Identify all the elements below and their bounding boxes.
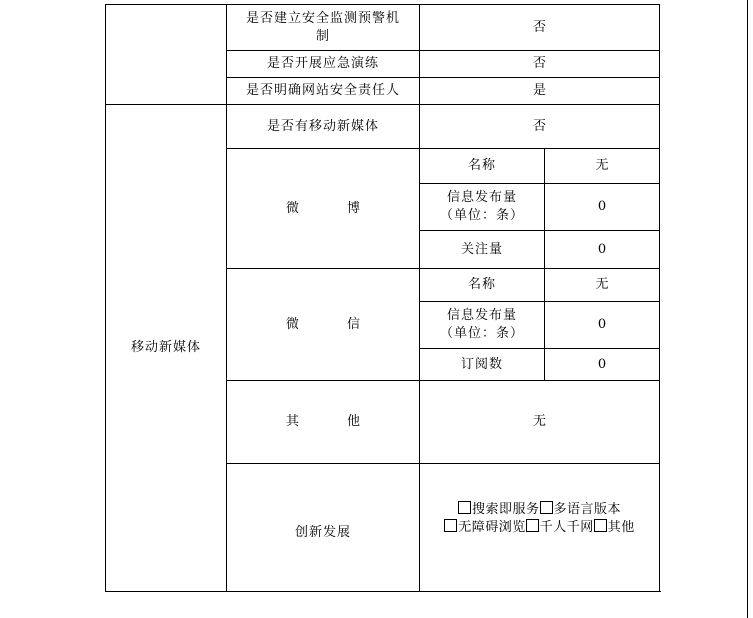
wechat-posts-label <box>420 302 545 349</box>
row-has-new-media <box>106 105 660 149</box>
option-other[interactable] <box>594 520 635 535</box>
weibo-posts-label-line2: （单位：条） <box>439 208 524 223</box>
option-search-as-service[interactable] <box>458 502 540 517</box>
weibo-posts-value: 0 <box>545 184 660 231</box>
option-label: 其他 <box>607 519 635 535</box>
weibo-name-value: 无 <box>545 149 660 184</box>
checkbox-icon[interactable] <box>458 501 471 514</box>
weibo-follow-value: 0 <box>545 231 660 269</box>
monitor-label: 是否建立安全监测预警机制 <box>227 5 420 51</box>
weibo-follow-label: 关注量 <box>420 231 545 269</box>
drill-value: 否 <box>420 51 660 78</box>
wechat-posts-value: 0 <box>545 302 660 349</box>
row-monitor-warning <box>106 5 660 51</box>
responsible-value: 是 <box>420 78 660 105</box>
wechat-name-value: 无 <box>545 269 660 302</box>
checkbox-icon[interactable] <box>444 519 457 532</box>
wechat-posts-label-line1: 信息发布量 <box>446 308 517 323</box>
checkbox-icon[interactable] <box>540 501 553 514</box>
security-group-cell <box>106 5 227 105</box>
wechat-subs-label: 订阅数 <box>420 349 545 381</box>
option-multilingual[interactable] <box>540 502 622 517</box>
wechat-posts-label-line2: （单位：条） <box>439 326 524 341</box>
option-label: 无障碍浏览 <box>458 519 526 535</box>
weibo-posts-label <box>420 184 545 231</box>
weibo-label: 微 博 <box>227 149 420 269</box>
option-label: 多语言版本 <box>553 501 622 517</box>
checkbox-icon[interactable] <box>526 519 539 532</box>
responsible-label: 是否明确网站安全责任人 <box>227 78 420 105</box>
wechat-subs-value: 0 <box>545 349 660 381</box>
wechat-name-label: 名称 <box>420 269 545 302</box>
weibo-name-label: 名称 <box>420 149 545 184</box>
has-media-label: 是否有移动新媒体 <box>227 105 420 149</box>
option-label: 搜索即服务 <box>471 501 540 517</box>
checkbox-icon[interactable] <box>594 519 607 532</box>
drill-label: 是否开展应急演练 <box>227 51 420 78</box>
option-personalized[interactable] <box>526 520 594 535</box>
other-media-label: 其 他 <box>227 381 420 464</box>
stats-table <box>105 4 660 592</box>
wechat-label: 微 信 <box>227 269 420 381</box>
weibo-posts-label-line1: 信息发布量 <box>446 190 517 205</box>
has-media-value: 否 <box>420 105 660 149</box>
innovation-options <box>420 464 660 592</box>
other-media-value: 无 <box>420 381 660 464</box>
innovation-label: 创新发展 <box>227 464 420 592</box>
option-accessibility[interactable] <box>444 520 526 535</box>
page-right-border <box>747 0 748 618</box>
mobile-media-section-label: 移动新媒体 <box>106 105 227 592</box>
option-label: 千人千网 <box>539 519 594 535</box>
monitor-value: 否 <box>420 5 660 51</box>
